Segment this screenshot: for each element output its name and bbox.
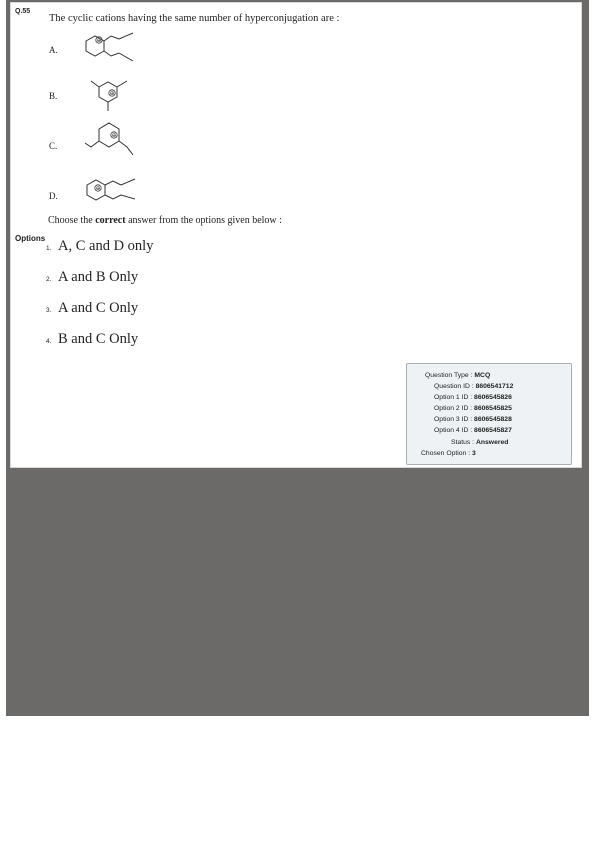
question-card <box>10 2 582 468</box>
option-3[interactable] <box>46 300 138 317</box>
structure-b-drawing <box>83 75 143 115</box>
chosen-option-row: Chosen Option : 3 <box>421 450 476 457</box>
status-row: Status : Answered <box>451 439 509 446</box>
option3-id-row: Option 3 ID : 8606545828 <box>434 416 512 423</box>
option1-id-row: Option 1 ID : 8606545826 <box>434 394 512 401</box>
structure-c-drawing <box>81 115 151 165</box>
question-type-row: Question Type : MCQ <box>425 372 491 379</box>
option-text: A and C Only <box>58 300 139 316</box>
option-text: B and C Only <box>58 331 139 347</box>
option-number: 3. <box>46 307 52 314</box>
question-text: The cyclic cations having the same number of hyperconjugation are : <box>49 13 340 24</box>
option2-id-row: Option 2 ID : 8606545825 <box>434 405 512 412</box>
option-number: 4. <box>46 338 52 345</box>
option-number: 2. <box>46 276 52 283</box>
structure-label-a: A. <box>49 45 58 55</box>
option-number: 1. <box>46 245 52 252</box>
structure-label-b: B. <box>49 91 58 101</box>
question-number: Q.55 <box>15 8 31 15</box>
instruction-text: Choose the correct answer from the options given below : <box>48 215 282 226</box>
question-info-panel <box>406 363 572 465</box>
structure-label-d: D. <box>49 191 58 201</box>
option4-id-row: Option 4 ID : 8606545827 <box>434 427 512 434</box>
charge-symbol: ⊕ <box>95 185 101 193</box>
option-1[interactable] <box>46 238 153 255</box>
charge-symbol: ⊕ <box>109 90 115 98</box>
charge-symbol: ⊕ <box>111 132 117 140</box>
option-2[interactable] <box>46 269 138 286</box>
charge-symbol: ⊕ <box>96 37 102 45</box>
question-id-row: Question ID : 8606541712 <box>434 383 514 390</box>
structure-a-drawing <box>73 27 143 67</box>
option-4[interactable] <box>46 331 138 348</box>
structure-label-c: C. <box>49 141 58 151</box>
structure-d-drawing <box>81 173 151 213</box>
options-label: Options <box>15 234 46 243</box>
option-text: A and B Only <box>58 269 139 285</box>
option-text: A, C and D only <box>58 238 154 254</box>
